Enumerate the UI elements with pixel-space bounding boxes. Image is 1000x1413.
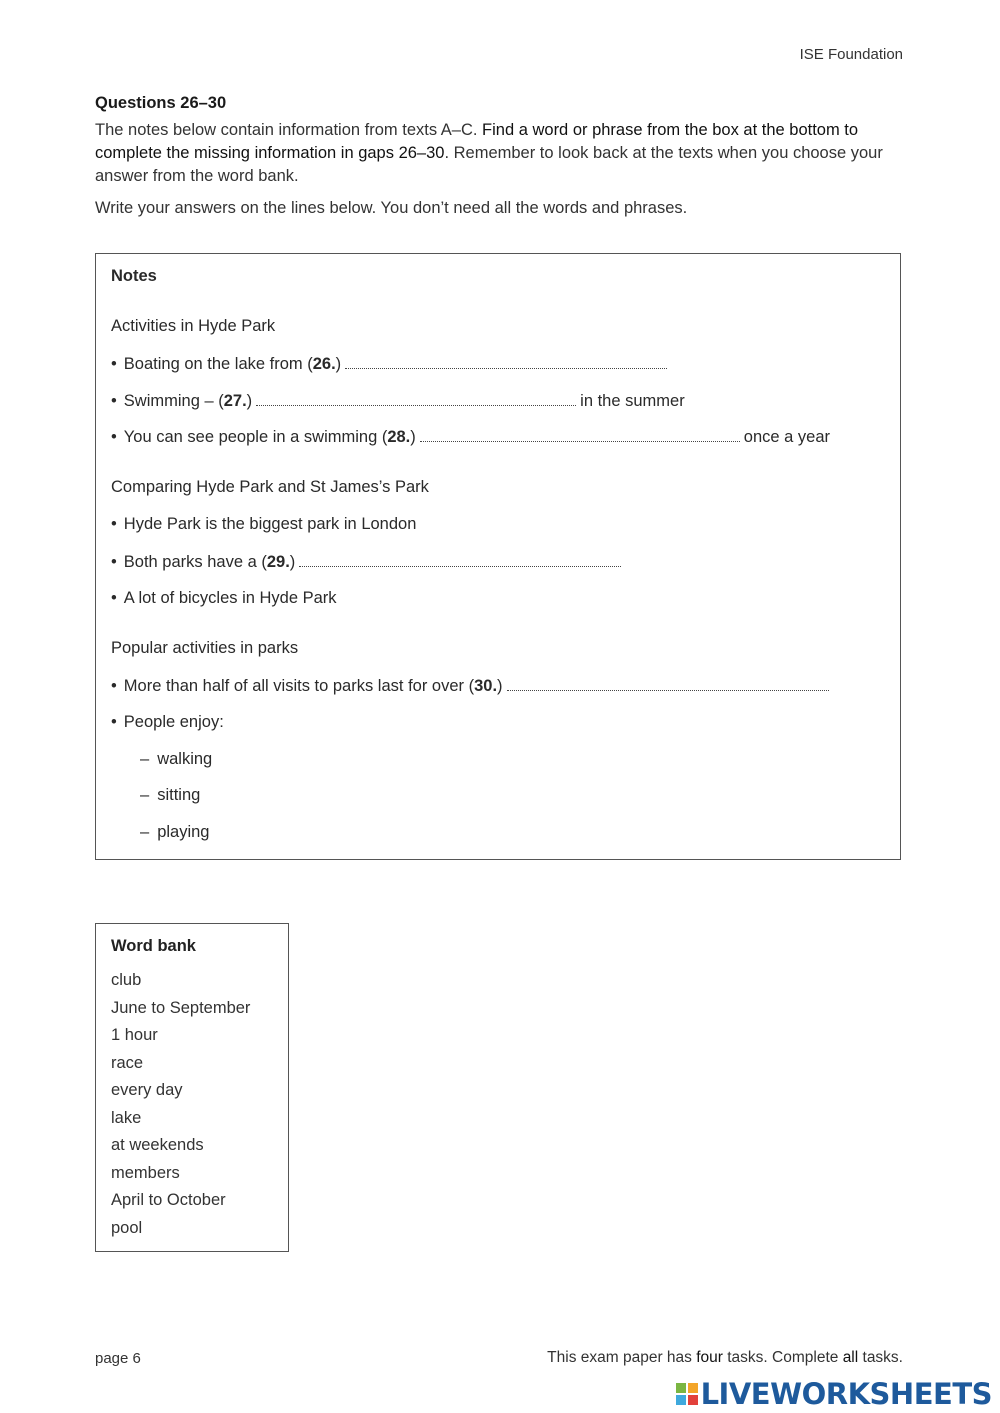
gap-number-30: 30.: [474, 677, 498, 695]
page-number: page 6: [95, 1350, 141, 1367]
close-paren: ): [335, 355, 342, 373]
word-bank-item: pool: [111, 1218, 143, 1237]
close-paren: ): [497, 677, 503, 695]
answer-gap-29[interactable]: [299, 552, 621, 567]
logo-square-icon: [688, 1395, 698, 1405]
word-bank-box: [95, 923, 289, 1252]
note-text: You can see people in a swimming (: [123, 428, 388, 446]
intro-text-1: The notes below contain information from texts A–C.: [95, 121, 483, 139]
answer-gap-26[interactable]: [345, 354, 667, 369]
logo-text: LIVEWORKSHEETS: [700, 1377, 992, 1411]
footer-emphasis: all: [842, 1349, 859, 1366]
word-bank-item: members: [111, 1163, 180, 1182]
note-text: More than half of all visits to parks last for over (: [123, 677, 475, 695]
logo-square-icon: [688, 1383, 698, 1393]
answer-gap-27[interactable]: [256, 391, 576, 406]
liveworksheets-logo[interactable]: [676, 1378, 992, 1410]
questions-title: Questions 26–30: [95, 94, 227, 112]
word-bank-item: June to September: [111, 998, 251, 1017]
questions-instruction: Write your answers on the lines below. You don’t need all the words and phrases.: [95, 199, 688, 217]
notes-title: Notes: [111, 267, 157, 285]
note-item: • A lot of bicycles in Hyde Park: [111, 589, 337, 608]
section-heading-popular: Popular activities in parks: [111, 639, 299, 657]
note-text: Swimming – (: [123, 392, 224, 410]
gap-number-26: 26.: [312, 355, 336, 373]
gap-number-27: 27.: [223, 392, 247, 410]
close-paren: ): [289, 553, 296, 571]
close-paren: ): [410, 428, 416, 446]
note-text: Both parks have a (: [123, 553, 267, 571]
word-bank-title: Word bank: [111, 937, 196, 955]
footer-text: tasks. Complete: [722, 1349, 843, 1366]
gap-number-28: 28.: [387, 428, 411, 446]
header-label: ISE Foundation: [799, 46, 903, 63]
note-text: Boating on the lake from (: [123, 355, 313, 373]
word-bank-item: every day: [111, 1081, 183, 1099]
word-bank-item: 1 hour: [111, 1026, 158, 1044]
word-bank-item: lake: [111, 1108, 142, 1127]
footer-note: [547, 1349, 903, 1367]
word-bank-item: race: [111, 1053, 144, 1072]
note-item-27: [111, 391, 685, 411]
section-heading-comparing: Comparing Hyde Park and St James’s Park: [111, 478, 429, 496]
word-bank-item: club: [111, 971, 142, 989]
gap-number-29: 29.: [266, 553, 290, 571]
logo-square-icon: [676, 1395, 686, 1405]
note-item-29: [111, 552, 625, 572]
intro-text-2: . Remember to look back at the texts when you choose your answer from the word bank.: [95, 144, 883, 185]
note-item-26: [111, 354, 671, 374]
answer-gap-30[interactable]: [507, 676, 829, 691]
note-item: • Hyde Park is the biggest park in London: [111, 515, 416, 534]
sub-item: – sitting: [140, 786, 200, 805]
logo-mark-icon: [676, 1383, 698, 1405]
logo-square-icon: [676, 1383, 686, 1393]
word-bank-list: [111, 967, 250, 1242]
sub-item: – playing: [140, 823, 209, 842]
intro-text-bold: Find a word or phrase from the box at the bottom to complete the missing information in gaps 26–30: [95, 121, 859, 162]
note-text-after: in the summer: [580, 392, 685, 410]
close-paren: ): [246, 392, 253, 410]
answer-gap-28[interactable]: [420, 427, 740, 442]
note-item-28: [111, 427, 830, 447]
note-item: • People enjoy:: [111, 713, 224, 732]
questions-intro: [95, 119, 895, 188]
note-text-after: once a year: [743, 428, 830, 446]
footer-text: This exam paper has: [547, 1349, 697, 1366]
note-item-30: [111, 676, 833, 696]
section-heading-activities: Activities in Hyde Park: [111, 317, 276, 335]
notes-box: [95, 253, 901, 860]
sub-item: – walking: [140, 750, 212, 769]
footer-emphasis: four: [696, 1349, 723, 1366]
word-bank-item: April to October: [111, 1191, 226, 1209]
footer-text: tasks.: [858, 1349, 903, 1366]
word-bank-item: at weekends: [111, 1136, 204, 1154]
